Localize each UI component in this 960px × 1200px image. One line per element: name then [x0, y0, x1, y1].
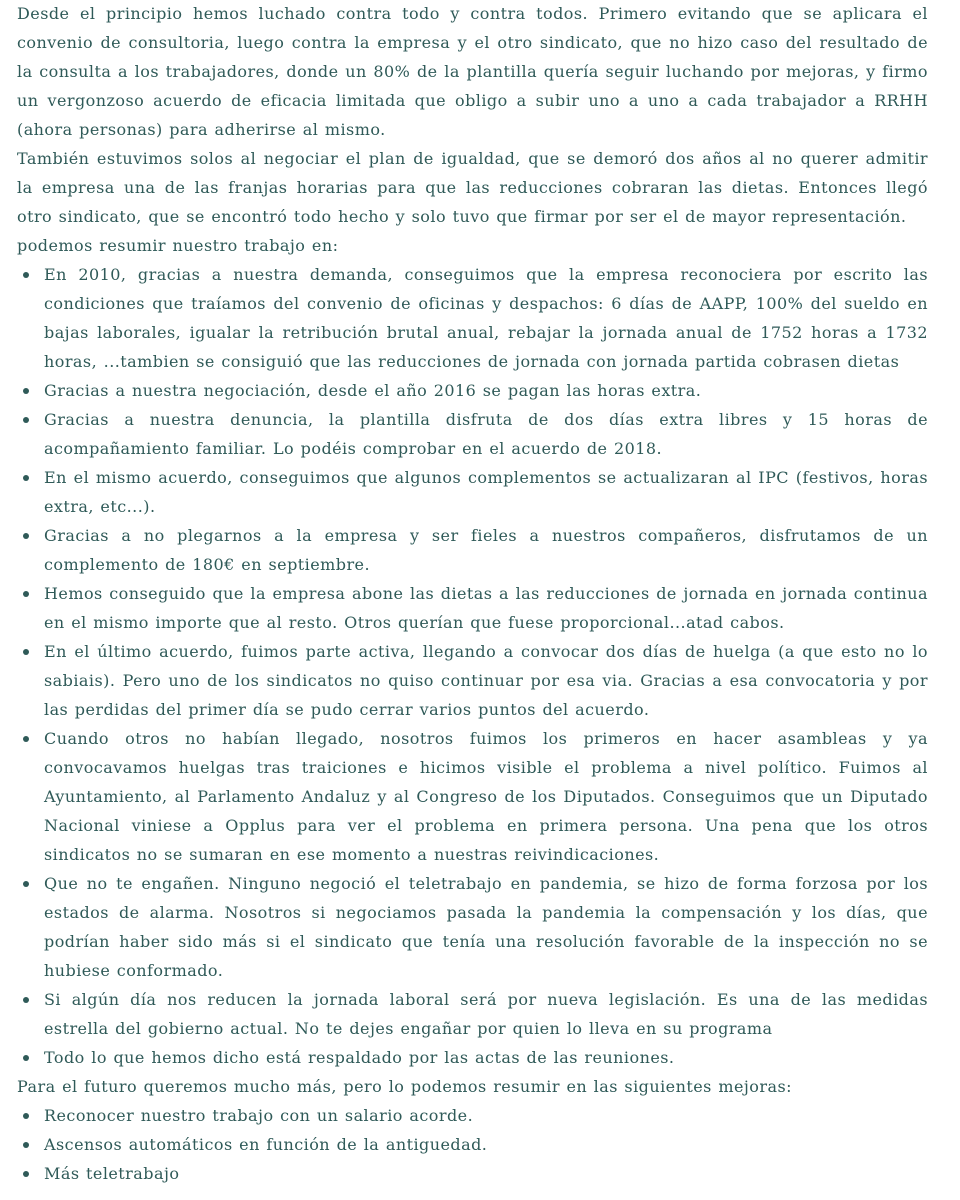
list-item: [17, 521, 928, 579]
list-item-text: Gracias a no plegarnos a la empresa y ser fieles a nuestros compañeros, disfrutamos de un complemento de 180€ en septiembre.: [44, 526, 928, 574]
bullet-icon: [23, 591, 29, 597]
list-item-text: Que no te engañen. Ninguno negoció el teletrabajo en pandemia, se hizo de forma forzosa por los estados de alarma. Nosotros si negociamos pasada la pandemia la compensación y los días, que podrían haber sido más si el sindicato que tenía una resolución favorable de la inspección no se hubiese conformado.: [44, 874, 928, 980]
list-item-text: En el mismo acuerdo, conseguimos que algunos complementos se actualizaran al IPC (festivos, horas extra, etc...).: [44, 468, 928, 516]
bullet-icon: [23, 533, 29, 539]
bullet-icon: [23, 475, 29, 481]
list-item: [17, 724, 928, 869]
equality-plan-paragraph: También estuvimos solos al negociar el plan de igualdad, que se demoró dos años al no querer admitir la empresa una de las franjas horarias para que las reducciones cobraran las dietas. Entonces llegó otro sindicato, que se encontró todo hecho y solo tuvo que firmar por ser el de mayor representación.: [17, 149, 928, 226]
list-item: [17, 1043, 928, 1072]
list-item: [17, 463, 928, 521]
list-item-text: Todo lo que hemos dicho está respaldado por las actas de las reuniones.: [44, 1048, 675, 1067]
bullet-icon: [23, 997, 29, 1003]
list-item-text: Si algún día nos reducen la jornada laboral será por nueva legislación. Es una de las medidas estrella del gobierno actual. No te dejes engañar por quien lo lleva en su programa: [44, 990, 928, 1038]
bullet-icon: [23, 1113, 29, 1119]
list-item: [17, 985, 928, 1043]
future-list: [17, 1101, 928, 1188]
list-item-text: Más teletrabajo: [44, 1164, 180, 1183]
list-item-text: Gracias a nuestra negociación, desde el año 2016 se pagan las horas extra.: [44, 381, 702, 400]
list-item: [17, 869, 928, 985]
future-intro: Para el futuro queremos mucho más, pero lo podemos resumir en las siguientes mejoras:: [17, 1077, 792, 1096]
list-item-text: Ascensos automáticos en función de la antiguedad.: [44, 1135, 488, 1154]
bullet-icon: [23, 649, 29, 655]
bullet-icon: [23, 881, 29, 887]
list-item: [17, 637, 928, 724]
bullet-icon: [23, 1142, 29, 1148]
list-item: [17, 260, 928, 376]
bullet-icon: [23, 1171, 29, 1177]
list-item-text: Reconocer nuestro trabajo con un salario acorde.: [44, 1106, 474, 1125]
list-item-text: Hemos conseguido que la empresa abone las dietas a las reducciones de jornada en jornada continua en el mismo importe que al resto. Otros querían que fuese proporcional...atad cabos.: [44, 584, 928, 632]
bullet-icon: [23, 1055, 29, 1061]
list-item: [17, 1159, 928, 1188]
intro-paragraph: Desde el principio hemos luchado contra todo y contra todos. Primero evitando que se aplicara el convenio de consultoria, luego contra la empresa y el otro sindicato, que no hizo caso del resultado de la consulta a los trabajadores, donde un 80% de la plantilla quería seguir luchando por mejoras, y firmo un vergonzoso acuerdo de eficacia limitada que obligo a subir uno a uno a cada trabajador a RRHH (ahora personas) para adherirse al mismo.: [17, 4, 928, 139]
summary-intro: podemos resumir nuestro trabajo en:: [17, 236, 339, 255]
list-item: [17, 1130, 928, 1159]
list-item: [17, 376, 928, 405]
list-item: [17, 579, 928, 637]
list-item-text: En 2010, gracias a nuestra demanda, conseguimos que la empresa reconociera por escrito las condiciones que traíamos del convenio de oficinas y despachos: 6 días de AAPP, 100% del sueldo en bajas laborales, igualar la retribución brutal anual, rebajar la jornada anual de 1752 horas a 1732 horas, ...tambien se consiguió que las reducciones de jornada con jornada partida cobrasen dietas: [44, 265, 928, 371]
bullet-icon: [23, 388, 29, 394]
list-item-text: Cuando otros no habían llegado, nosotros fuimos los primeros en hacer asambleas y ya convocavamos huelgas tras traiciones e hicimos visible el problema a nivel político. Fuimos al Ayuntamiento, al Parlamento Andaluz y al Congreso de los Diputados. Conseguimos que un Diputado Nacional viniese a Opplus para ver el problema en primera persona. Una pena que los otros sindicatos no se sumaran en ese momento a nuestras reivindicaciones.: [44, 729, 928, 864]
bullet-icon: [23, 272, 29, 278]
bullet-icon: [23, 736, 29, 742]
list-item-text: Gracias a nuestra denuncia, la plantilla disfruta de dos días extra libres y 15 horas de acompañamiento familiar. Lo podéis comprobar en el acuerdo de 2018.: [44, 410, 928, 458]
list-item: [17, 1101, 928, 1130]
achievements-list: [17, 260, 928, 1072]
list-item: [17, 405, 928, 463]
bullet-icon: [23, 417, 29, 423]
list-item-text: En el último acuerdo, fuimos parte activa, llegando a convocar dos días de huelga (a que esto no lo sabiais). Pero uno de los sindicatos no quiso continuar por esa via. Gracias a esa convocatoria y por las perdidas del primer día se pudo cerrar varios puntos del acuerdo.: [44, 642, 928, 719]
